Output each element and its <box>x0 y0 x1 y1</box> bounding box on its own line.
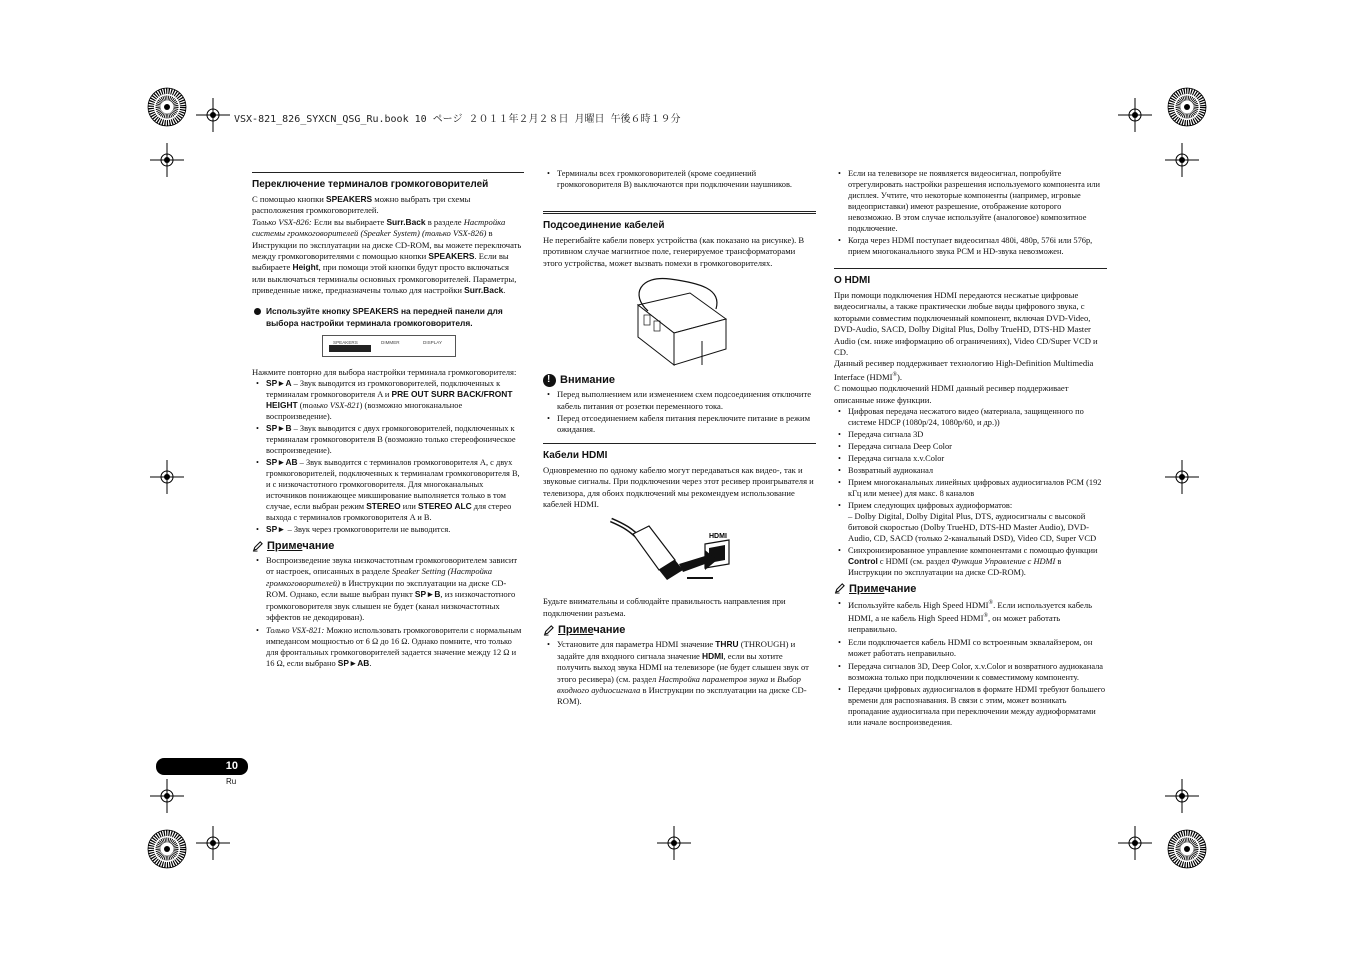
column-left <box>252 172 524 670</box>
panel-label-display: DISPLAY <box>423 339 443 345</box>
paragraph: Нажмите повторно для выбора настройки терминала громкоговорителя: <box>252 366 517 377</box>
list-item: • Передача сигнала Deep Color <box>834 441 1107 452</box>
paragraph: Одновременно по одному кабелю могут передаваться как видео-, так и звуковые сигналы. При подключении через этот ресивер проигрывателя и телевизора, для обоих подключений мы рекомендуем использование кабелей HDMI. <box>543 464 814 510</box>
speaker-options-list <box>252 378 524 535</box>
column-middle <box>543 168 816 709</box>
file-header: VSX-821_826_SYXCN_QSG_Ru.book 10 ページ ２０１１年２月２８日 月曜日 午後６時１９分 <box>234 114 681 125</box>
section-rule <box>543 211 816 214</box>
section-title-about-hdmi: О HDMI <box>834 275 871 286</box>
receiver-cable-figure <box>630 275 730 367</box>
panel-label-dimmer: DIMMER <box>381 339 400 345</box>
section-rule <box>543 443 816 444</box>
section-rule <box>252 172 524 173</box>
list-item: • Терминалы всех громкоговорителей (кроме соединений громкоговорителя B) выключаются при подключении наушников. <box>543 168 816 190</box>
list-item: • SP►B – Звук выводится с двух громкоговорителей, подключенных к терминалам громкоговорителя B (возможно только стереофоническое воспроизведение). <box>252 423 524 456</box>
caution-heading: ! Внимание <box>543 373 816 387</box>
top-bullet-list <box>834 168 1107 257</box>
note-list <box>543 639 816 707</box>
list-item: • Передачи цифровых аудиосигналов в формате HDMI требуют большего времени для распознавания. В связи с этим, может возникать пропадание аудиосигнала при переключении между аудиоформатами или начале воспроизведения. <box>834 684 1107 728</box>
caution-list <box>543 389 816 436</box>
list-item: • Передача сигнала x.v.Color <box>834 453 1107 464</box>
list-item: • Цифровая передача несжатого видео (материала, защищенного по системе HDCP (1080p/24, 1080p/60, и др.)) <box>834 406 1107 428</box>
list-item: • Передача сигнала 3D <box>834 429 1107 440</box>
section-title-speaker-terminals: Переключение терминалов громкоговорителей <box>252 179 489 190</box>
list-item: • Передача сигналов 3D, Deep Color, x.v.Color и возвратного аудиоканала возможна только при подключении к совместимому компоненту. <box>834 661 1107 683</box>
list-item: • Установите для параметра HDMI значение THRU (THROUGH) и задайте для входного сигнала значение HDMI, если вы хотите получить выход звука HDMI на телевизоре (не будет слышен звук от этого ресивера) (см. раздел Настройка параметров звука и Выбор входного аудиосигнала в Инструкции по эксплуатации на диске CD-ROM). <box>543 639 816 707</box>
list-item: • Прием многоканальных линейных цифровых аудиосигналов PCM (192 кГц или менее) для макс. 8 каналов <box>834 477 1107 499</box>
hdmi-features-list <box>834 406 1107 578</box>
list-item: • Используйте кабель High Speed HDMI®. Если используется кабель HDMI, а не кабель High Speed HDMI®, он может работать неправильно. <box>834 598 1107 636</box>
panel-label-speakers: SPEAKERS <box>333 339 358 345</box>
list-item: • Если на телевизоре не появляется видеосигнал, попробуйте отрегулировать настройки разрешения используемого компонента или дисплея. Учтите, что некоторые компоненты (например, игровые видеоприставки) имеют разрешение, отображение которого невозможно. В этом случае используйте (аналоговое) композитное подключение. <box>834 168 1107 234</box>
note-list <box>252 555 524 668</box>
list-item: • Синхронизированное управление компонентами с помощью функции Control с HDMI (см. раздел Функция Управление с HDMI в Инструкции по эксплуатации на диске CD-ROM). <box>834 545 1107 578</box>
paragraph: Не перегибайте кабели поверх устройства (как показано на рисунке). В противном случае магнитное поле, генерируемое трансформаторами этого устройства, может вызвать помехи в громкоговорителях. <box>543 235 805 268</box>
caution-icon <box>543 374 556 387</box>
pencil-icon <box>252 541 263 552</box>
note-heading: Примечание <box>543 623 816 637</box>
section-title-hdmi-cables: Кабели HDMI <box>543 449 608 461</box>
page-number: 10 <box>156 758 248 775</box>
paragraph: При помощи подключения HDMI передаются несжатые цифровые видеосигналы, а также практически любые виды цифрового звука, с которыми совместим подключенный компонент, включая DVD-Video, DVD-Audio, SACD, Dolby Digital Plus, Dolby TrueHD, DTS-HD Master Audio (см. ниже информацию об ограничениях), Video CD/Super VCD и CD. <box>834 290 1098 358</box>
note-list <box>834 598 1107 728</box>
paragraph: Только VSX-826: Если вы выбираете Surr.Back в разделе Настройка системы громкоговорителей (Speaker System) (только VSX-826) в Инструкции по эксплуатации на диске CD-ROM, вы можете переключать между громкоговорителями с помощью кнопки SPEAKERS. Если вы выбираете Height, при помощи этой кнопки будут просто включаться или выключаться терминалы основных громкоговорителей. Параметры, приведенные ниже, предназначены только для настройки Surr.Back. <box>252 216 522 296</box>
list-item: • SP►AB – Звук выводится с терминалов громкоговорителя A, с двух громкоговорителей, подключенных к терминалам громкоговорителя B, и с низкочастотного громкоговорителя. Для многоканальных источников понижающее микширование выполняется только в том случае, если выбран режим STEREO или STEREO ALC для стерео выхода с терминалов громкоговорителя A и B. <box>252 457 524 523</box>
paragraph: С помощью подключений HDMI данный ресивер поддерживает описанные ниже функции. <box>834 383 1069 405</box>
pencil-icon <box>543 625 554 636</box>
page-language: Ru <box>226 777 237 786</box>
list-item: • Перед выполнением или изменением схем подсоединения отключите кабель питания от розетки переменного тока. <box>543 389 816 412</box>
top-bullet-list <box>543 168 816 190</box>
section-title-cable-connection: Подсоединение кабелей <box>543 220 665 231</box>
step-instruction: Используйте кнопку SPEAKERS на передней панели для выбора настройки терминала громкоговорителя. <box>252 305 524 329</box>
list-item: • SP► – Звук через громкоговорители не выводится. <box>252 524 524 535</box>
paragraph: Данный ресивер поддерживает технологию High-Definition Multimedia Interface (HDMI®). <box>834 358 1094 382</box>
note-heading: Примечание <box>252 539 524 553</box>
hdmi-port-label: HDMI <box>708 533 727 541</box>
column-right <box>834 168 1107 729</box>
list-item: • Только VSX-821: Можно использовать громкоговорители с нормальным импедансом мощностью от 6 Ω до 16 Ω. Однако помните, что только для фронтальных громкоговорителей задается значение между 12 Ω и 16 Ω, если выбрано SP►AB. <box>252 625 524 669</box>
hdmi-connector-figure <box>605 516 755 588</box>
front-panel-figure <box>322 335 456 357</box>
list-item: • Если подключается кабель HDMI со встроенным эквалайзером, он может работать неправильно. <box>834 637 1107 660</box>
list-item: • Перед отсоединением кабеля питания переключите питание в режим ожидания. <box>543 413 816 436</box>
list-item: • Воспроизведение звука низкочастотным громкоговорителем зависит от настроек, описанных в разделе Speaker Setting (Настройка громкоговорителей) в Инструкции по эксплуатации на диске CD-ROM. Однако, если выше выбран пункт SP►B, из низкочастотного громкоговорителя звук слышен не будет (канал низкочастотных эффектов не декодирован). <box>252 555 524 623</box>
list-item: • Прием следующих цифровых аудиоформатов: – Dolby Digital, Dolby Digital Plus, DTS, аудиосигналы с высокой битовой скоростью (Dolby TrueHD, DTS-HD Master Audio), DVD-Audio, CD, SACD (только 2-канальный DSD), Video CD, Super VCD <box>834 500 1107 544</box>
paragraph: Будьте внимательны и соблюдайте правильность направления при подключении разъема. <box>543 596 786 618</box>
paragraph: С помощью кнопки SPEAKERS можно выбрать три схемы расположения громкоговорителей. <box>252 194 471 216</box>
pencil-icon <box>834 583 845 594</box>
list-item: • Когда через HDMI поступает видеосигнал 480i, 480p, 576i или 576p, прием многоканального звука PCM и HD-звука невозможен. <box>834 235 1107 257</box>
list-item: • SP►A – Звук выводится из громкоговорителей, подключенных к терминалам громкоговорителя A и PRE OUT SURR BACK/FRONT HEIGHT (только VSX-821) (возможно многоканальное воспроизведение). <box>252 378 524 422</box>
note-heading: Примечание <box>834 582 1107 596</box>
section-rule <box>834 268 1107 269</box>
list-item: • Возвратный аудиоканал <box>834 465 1107 476</box>
